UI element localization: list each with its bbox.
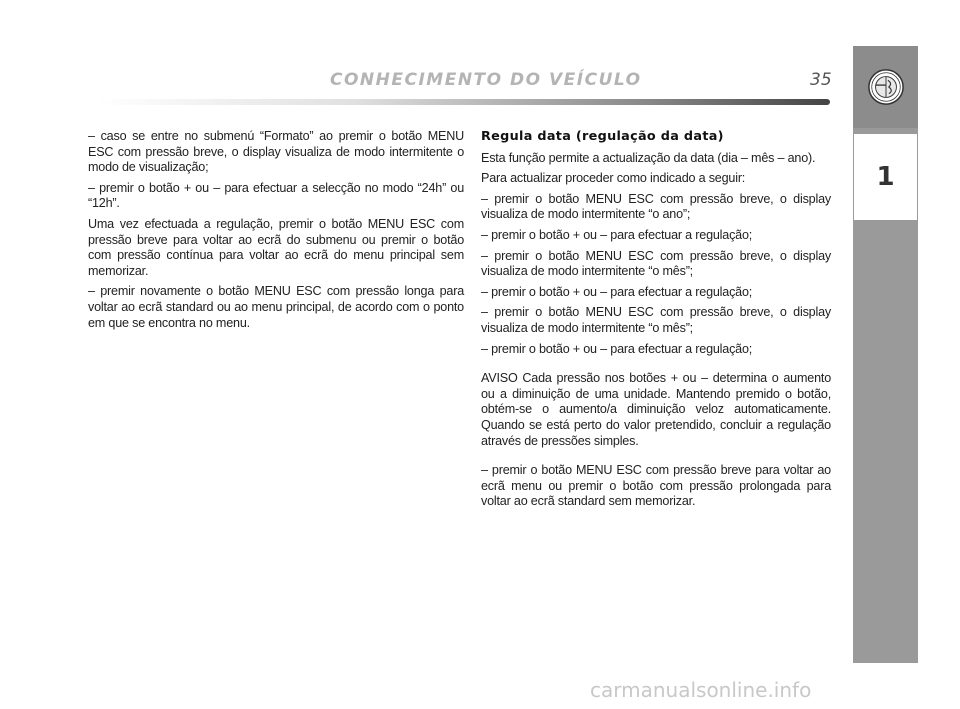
paragraph: Esta função permite a actualização da data (dia – mês – ano). — [481, 150, 816, 165]
paragraph: – premir o botão MENU ESC com pressão breve para voltar ao ecrã menu ou premir o botão com pressão prolongada para voltar ao ecrã standard sem memorizar. — [481, 463, 831, 509]
paragraph: – premir novamente o botão MENU ESC com pressão longa para voltar ao ecrã standard ou ao menu principal, de acordo com o ponto em que se encontra no menu. — [88, 284, 464, 330]
chapter-number: 1 — [876, 162, 895, 192]
paragraph: Para actualizar proceder como indicado a seguir: — [481, 171, 746, 186]
paragraph: – premir o botão MENU ESC com pressão breve, o display visualiza de modo intermitente “o ano”; — [481, 191, 831, 222]
page-number: 35 — [810, 70, 832, 90]
header-divider — [98, 99, 830, 105]
paragraph: – premir o botão + ou – para efectuar a regulação; — [481, 341, 753, 356]
section-heading: Regula data (regulação da data) — [481, 129, 724, 144]
paragraph: – premir o botão MENU ESC com pressão breve, o display visualiza de modo intermitente “o mês”; — [481, 248, 831, 279]
left-column — [88, 129, 464, 336]
paragraph: – premir o botão + ou – para efectuar a selecção no modo “24h” ou “12h”. — [88, 180, 464, 211]
paragraph: – premir o botão + ou – para efectuar a regulação; — [481, 284, 753, 299]
section-title: CONHECIMENTO DO VEÍCULO — [330, 70, 642, 90]
alfa-romeo-badge-icon — [867, 68, 905, 106]
chapter-sidebar — [853, 46, 918, 663]
logo-tab — [853, 46, 918, 128]
paragraph: – premir o botão MENU ESC com pressão breve, o display visualiza de modo intermitente “o mês”; — [481, 305, 831, 335]
watermark: carmanualsonline.info — [590, 678, 812, 702]
sidebar-strip — [853, 220, 918, 663]
right-column — [481, 129, 831, 515]
paragraph: Uma vez efectuada a regulação, premir o botão MENU ESC com pressão breve para voltar ao ecrã do submenu ou premir o botão com pressão contínua para voltar ao ecrã do menu principal sem memorizar. — [88, 216, 464, 278]
paragraph: – premir o botão + ou – para efectuar a regulação; — [481, 227, 753, 242]
chapter-tab[interactable] — [853, 134, 918, 220]
notice-paragraph: AVISO Cada pressão nos botões + ou – determina o aumento ou a diminuição de uma unidade. Mantendo premido o botão, obtém-se o aumento/a diminuição veloz automaticamente. Quando se está perto do valor pretendido, concluir a regulação através de pressões simples. — [481, 371, 831, 448]
paragraph: – caso se entre no submenú “Formato” ao premir o botão MENU ESC com pressão breve, o display visualiza de modo intermitente o modo de visualização; — [88, 129, 464, 175]
